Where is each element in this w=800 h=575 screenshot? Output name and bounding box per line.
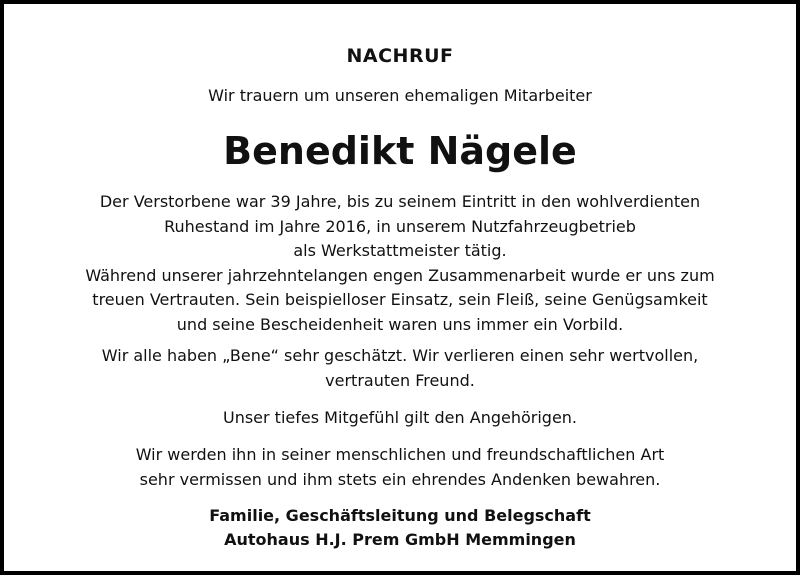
text-line: treuen Vertrauten. Sein beispielloser Einsatz, sein Fleiß, seine Genügsamkeit: [92, 290, 708, 309]
signature-line: Autohaus H.J. Prem GmbH Memmingen: [224, 530, 576, 549]
paragraph-condolence: [4, 406, 796, 431]
notice-intro: Wir trauern um unseren ehemaligen Mitarbeiter: [208, 86, 592, 105]
text-line: Unser tiefes Mitgefühl gilt den Angehörigen.: [222, 408, 578, 427]
signature-block: [4, 504, 796, 552]
paragraph-appreciation: [4, 344, 796, 393]
text-line: Der Verstorbene war 39 Jahre, bis zu seinem Eintritt in den wohlverdienten: [99, 192, 701, 211]
text-line: Während unserer jahrzehntelangen engen Zusammenarbeit wurde er uns zum: [85, 265, 715, 285]
text-line: sehr vermissen und ihm stets ein ehrendes Andenken bewahren.: [139, 469, 661, 489]
text-line: und seine Bescheidenheit waren uns immer ein Vorbild.: [176, 314, 624, 334]
notice-heading: NACHRUF: [346, 45, 454, 67]
text-line: Ruhestand im Jahre 2016, in unserem Nutzfahrzeugbetrieb: [164, 216, 636, 236]
deceased-name: Benedikt Nägele: [223, 129, 577, 173]
text-line: Wir alle haben „Bene“ sehr geschätzt. Wir verlieren einen sehr wertvollen,: [101, 346, 699, 365]
paragraph-remembrance: [4, 443, 796, 492]
text-line: Wir werden ihn in seiner menschlichen und freundschaftlichen Art: [135, 445, 665, 464]
signature-line: Familie, Geschäftsleitung und Belegschaft: [209, 506, 591, 525]
paragraph-career: [4, 190, 796, 337]
text-line: vertrauten Freund.: [325, 370, 475, 390]
text-line: als Werkstattmeister tätig.: [293, 241, 507, 260]
